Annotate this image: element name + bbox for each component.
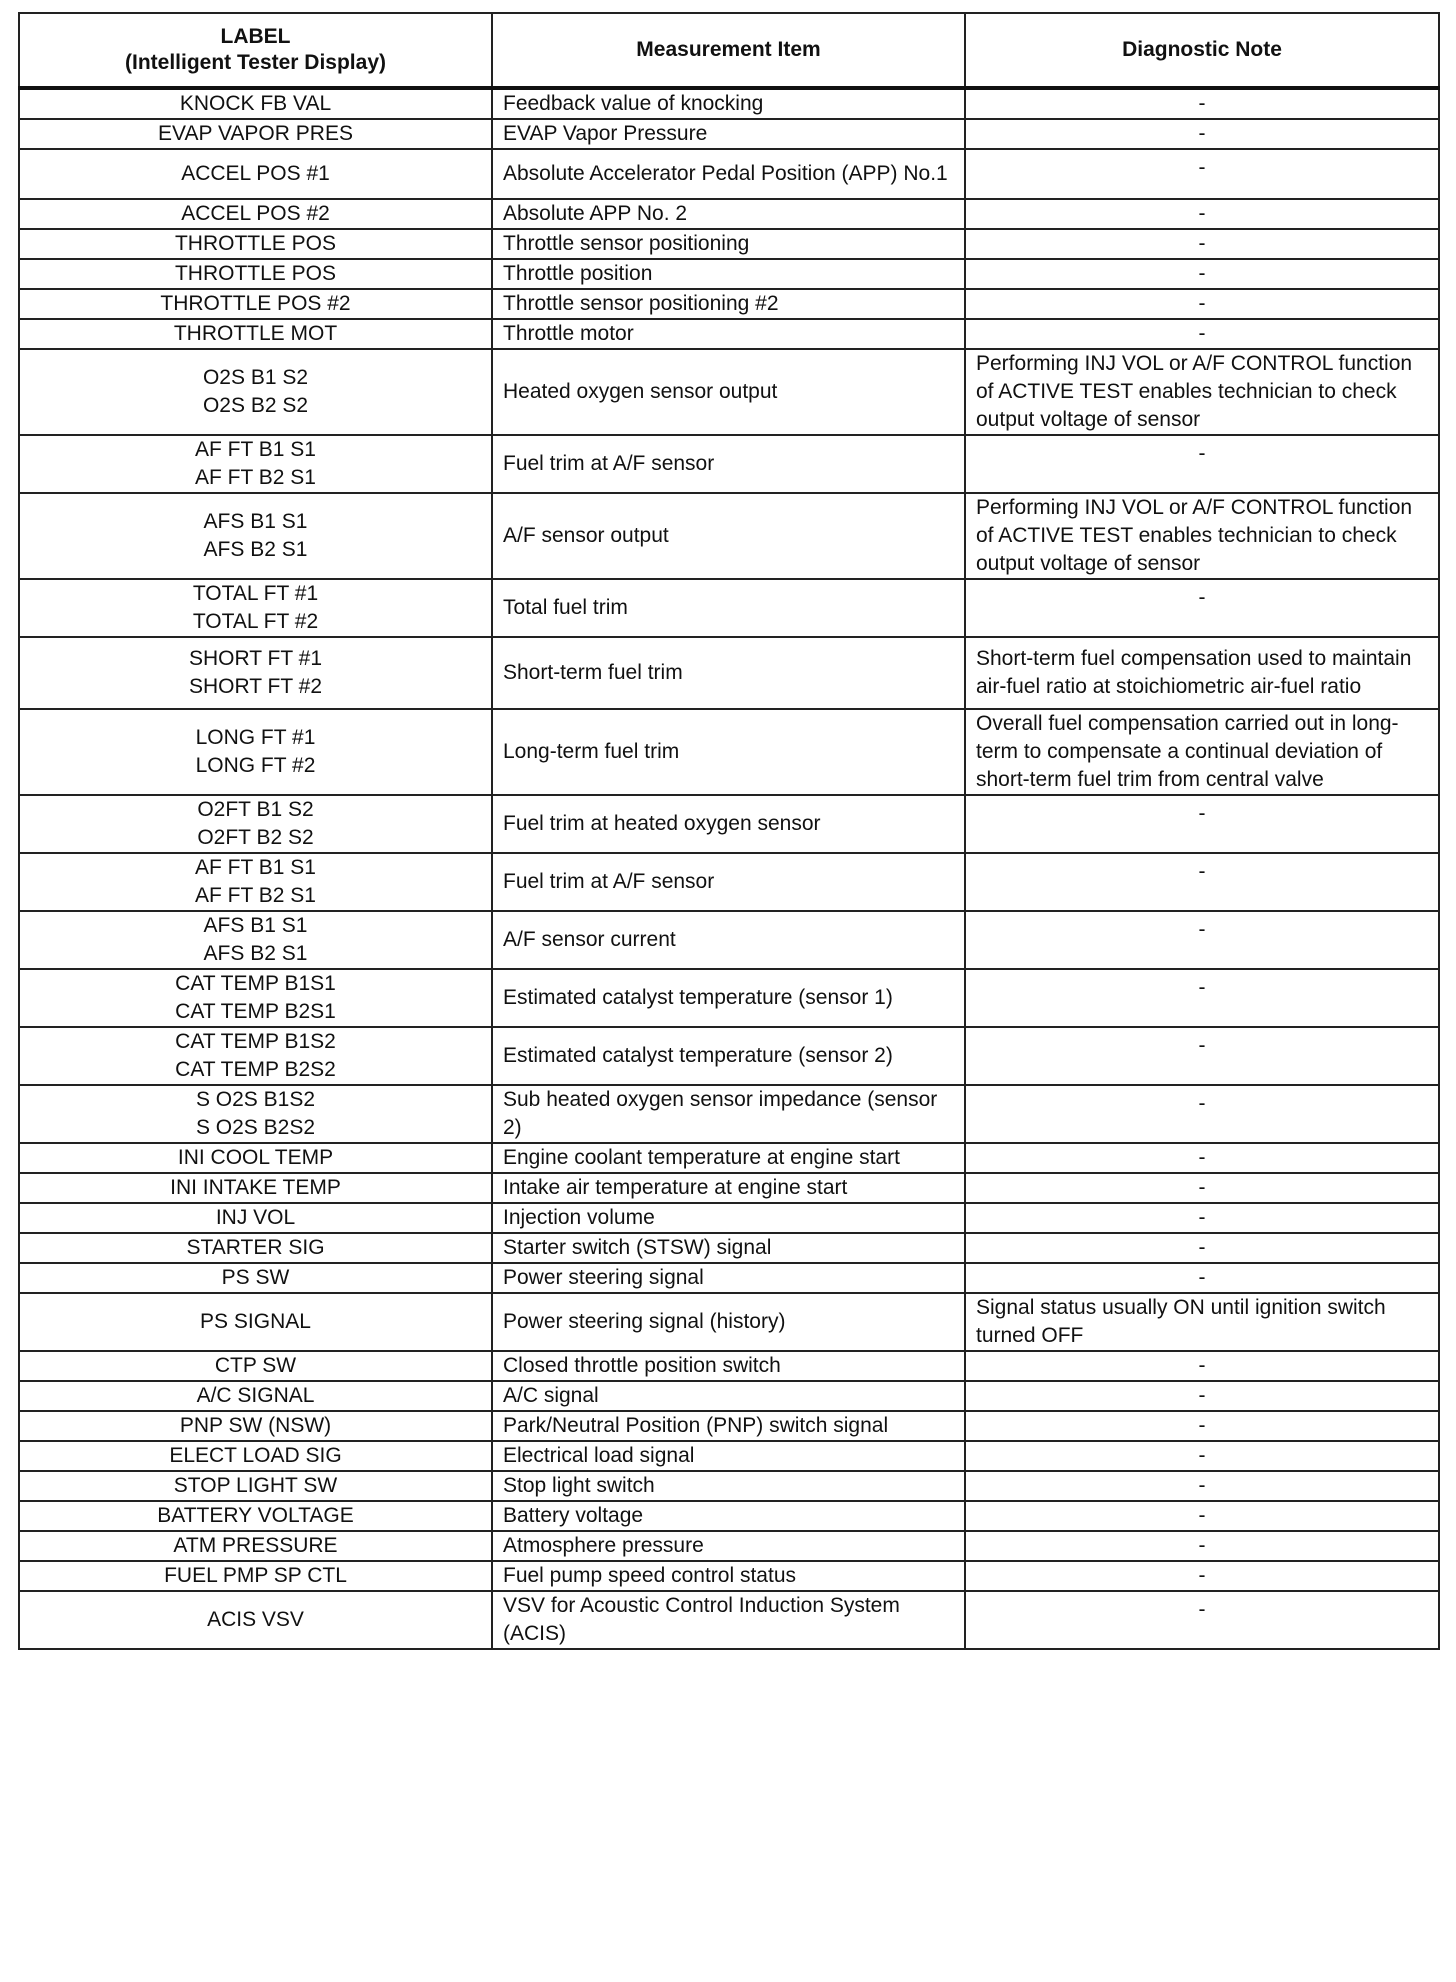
diagnostic-note-cell: Performing INJ VOL or A/F CONTROL function of ACTIVE TEST enables technician to check output voltage of sensor <box>965 349 1439 435</box>
tester-label: AF FT B1 S1 <box>195 438 316 461</box>
table-row <box>19 1233 1439 1263</box>
diagnostic-note-cell: - <box>965 1531 1439 1561</box>
measurement-item-cell: VSV for Acoustic Control Induction System (ACIS) <box>492 1591 965 1649</box>
measurement-item-cell: Injection volume <box>492 1203 965 1233</box>
label-cell <box>19 1263 492 1293</box>
measurement-item-cell: Throttle motor <box>492 319 965 349</box>
tester-label: SHORT FT #1 <box>188 647 323 670</box>
tester-label: LONG FT #2 <box>195 754 316 777</box>
table-row <box>19 1351 1439 1381</box>
diagnostic-note-cell: - <box>965 853 1439 911</box>
tester-label: STARTER SIG <box>186 1236 325 1259</box>
label-cell <box>19 1173 492 1203</box>
measurement-item-cell: Closed throttle position switch <box>492 1351 965 1381</box>
tester-label: TOTAL FT #2 <box>192 610 319 633</box>
tester-label: A/C SIGNAL <box>196 1384 315 1407</box>
measurement-item-cell: Long-term fuel trim <box>492 709 965 795</box>
label-cell <box>19 911 492 969</box>
table-row <box>19 259 1439 289</box>
label-cell <box>19 1085 492 1143</box>
table-row <box>19 969 1439 1027</box>
table-row <box>19 1411 1439 1441</box>
measurement-item-cell: Feedback value of knocking <box>492 88 965 119</box>
measurement-item-cell: Absolute APP No. 2 <box>492 199 965 229</box>
tester-label: AF FT B1 S1 <box>195 856 316 879</box>
diagnostic-note-cell: - <box>965 289 1439 319</box>
diagnostic-note-cell: - <box>965 1203 1439 1233</box>
measurement-item-cell: Starter switch (STSW) signal <box>492 1233 965 1263</box>
tester-label: CAT TEMP B1S2 <box>175 1030 336 1053</box>
table-row <box>19 911 1439 969</box>
diagnostic-note-cell: - <box>965 1471 1439 1501</box>
measurement-item-cell: Throttle position <box>492 259 965 289</box>
tester-label: O2S B1 S2 <box>202 366 309 389</box>
label-cell <box>19 349 492 435</box>
tester-label: THROTTLE POS <box>174 262 337 285</box>
table-row <box>19 289 1439 319</box>
table-row <box>19 853 1439 911</box>
label-cell <box>19 579 492 637</box>
tester-label: STOP LIGHT SW <box>173 1474 338 1497</box>
diagnostic-note-cell: Overall fuel compensation carried out in long-term to compensate a continual deviation of short-term fuel trim from central valve <box>965 709 1439 795</box>
measurement-item-cell: Park/Neutral Position (PNP) switch signal <box>492 1411 965 1441</box>
diagnostic-note-cell: - <box>965 911 1439 969</box>
label-cell <box>19 1501 492 1531</box>
table-row <box>19 493 1439 579</box>
table-row <box>19 1381 1439 1411</box>
tester-label: FUEL PMP SP CTL <box>164 1564 347 1587</box>
tester-label: S O2S B1S2 <box>195 1088 316 1111</box>
label-column-header <box>19 13 492 88</box>
table-row <box>19 1085 1439 1143</box>
diagnostic-note-cell: - <box>965 1143 1439 1173</box>
label-cell <box>19 1471 492 1501</box>
measurement-item-cell: Heated oxygen sensor output <box>492 349 965 435</box>
label-header-line1: LABEL <box>220 25 291 48</box>
label-cell <box>19 709 492 795</box>
tester-label: ELECT LOAD SIG <box>169 1444 342 1467</box>
tester-label: TOTAL FT #1 <box>192 582 319 605</box>
tester-label: AFS B2 S1 <box>203 538 308 561</box>
measurement-item-cell: A/F sensor current <box>492 911 965 969</box>
table-row <box>19 1471 1439 1501</box>
tester-label: AF FT B2 S1 <box>195 466 316 489</box>
table-row <box>19 1027 1439 1085</box>
measurement-item-cell: Sub heated oxygen sensor impedance (sensor 2) <box>492 1085 965 1143</box>
label-header-line2: (Intelligent Tester Display) <box>125 51 386 74</box>
diagnostic-note-cell: - <box>965 1233 1439 1263</box>
measurement-item-cell: A/C signal <box>492 1381 965 1411</box>
tester-label: ACCEL POS #1 <box>181 162 330 185</box>
label-cell <box>19 1233 492 1263</box>
table-row <box>19 637 1439 709</box>
label-cell <box>19 1531 492 1561</box>
diagnostic-note-cell: - <box>965 1263 1439 1293</box>
measurement-item-cell: Total fuel trim <box>492 579 965 637</box>
table-row <box>19 149 1439 199</box>
measurement-item-cell: Throttle sensor positioning #2 <box>492 289 965 319</box>
tester-label: CTP SW <box>214 1354 297 1377</box>
diagnostic-note-cell: - <box>965 435 1439 493</box>
diagnostic-note-cell: - <box>965 1381 1439 1411</box>
label-cell <box>19 493 492 579</box>
label-cell <box>19 969 492 1027</box>
tester-label: LONG FT #1 <box>195 726 316 749</box>
label-cell <box>19 1381 492 1411</box>
tester-label: AFS B1 S1 <box>203 914 308 937</box>
tester-label: THROTTLE MOT <box>173 322 338 345</box>
label-cell <box>19 259 492 289</box>
table-row <box>19 709 1439 795</box>
table-body <box>19 88 1439 1649</box>
tester-label: CAT TEMP B2S1 <box>175 1000 336 1023</box>
measurement-item-cell: Intake air temperature at engine start <box>492 1173 965 1203</box>
tester-label: AFS B2 S1 <box>203 942 308 965</box>
table-row <box>19 349 1439 435</box>
label-cell <box>19 119 492 149</box>
diagnostic-note-cell: - <box>965 1501 1439 1531</box>
tester-label: THROTTLE POS <box>174 232 337 255</box>
label-cell <box>19 1351 492 1381</box>
diagnostic-note-cell: - <box>965 969 1439 1027</box>
tester-label: EVAP VAPOR PRES <box>158 122 353 145</box>
measurement-item-cell: Short-term fuel trim <box>492 637 965 709</box>
tester-label: ATM PRESSURE <box>173 1534 338 1557</box>
table-row <box>19 1203 1439 1233</box>
label-cell <box>19 149 492 199</box>
label-cell <box>19 229 492 259</box>
label-cell <box>19 1143 492 1173</box>
tester-label: PS SW <box>221 1266 290 1289</box>
table-row <box>19 1561 1439 1591</box>
table-row <box>19 229 1439 259</box>
diagnostic-note-cell: - <box>965 88 1439 119</box>
header-row <box>19 13 1439 88</box>
measurement-item-cell: Absolute Accelerator Pedal Position (APP) No.1 <box>492 149 965 199</box>
tester-label: SHORT FT #2 <box>188 675 323 698</box>
diagnostic-note-cell: - <box>965 1591 1439 1649</box>
table-row <box>19 88 1439 119</box>
diagnostic-note-cell: - <box>965 795 1439 853</box>
table-row <box>19 1501 1439 1531</box>
diagnostic-note-cell: - <box>965 1441 1439 1471</box>
diagnostic-note-cell: - <box>965 1173 1439 1203</box>
measurement-item-cell: Estimated catalyst temperature (sensor 2) <box>492 1027 965 1085</box>
measurement-item-cell: Battery voltage <box>492 1501 965 1531</box>
tester-label: AF FT B2 S1 <box>195 884 316 907</box>
tester-label: THROTTLE POS #2 <box>160 292 351 315</box>
tester-label: PS SIGNAL <box>200 1310 311 1333</box>
diagnostic-note-cell: Performing INJ VOL or A/F CONTROL function of ACTIVE TEST enables technician to check output voltage of sensor <box>965 493 1439 579</box>
table-row <box>19 1591 1439 1649</box>
note-column-header: Diagnostic Note <box>965 13 1439 88</box>
measurement-item-cell: Fuel trim at A/F sensor <box>492 853 965 911</box>
measurement-item-cell: Electrical load signal <box>492 1441 965 1471</box>
table-row <box>19 1143 1439 1173</box>
diagnostic-note-cell: - <box>965 229 1439 259</box>
table-row <box>19 579 1439 637</box>
diagnostic-note-cell: - <box>965 1411 1439 1441</box>
diagnostic-note-cell: - <box>965 149 1439 199</box>
measurement-item-cell: EVAP Vapor Pressure <box>492 119 965 149</box>
tester-label: INI INTAKE TEMP <box>170 1176 341 1199</box>
tester-label: O2S B2 S2 <box>202 394 309 417</box>
table-row <box>19 1173 1439 1203</box>
diagnostic-note-cell: - <box>965 319 1439 349</box>
table-row <box>19 199 1439 229</box>
table-row <box>19 1263 1439 1293</box>
diagnostic-note-cell: - <box>965 119 1439 149</box>
label-cell <box>19 795 492 853</box>
data-list-table <box>18 12 1440 1650</box>
table-row <box>19 1441 1439 1471</box>
diagnostic-note-cell: - <box>965 199 1439 229</box>
measurement-item-cell: A/F sensor output <box>492 493 965 579</box>
diagnostic-note-cell: - <box>965 1561 1439 1591</box>
measurement-item-cell: Fuel pump speed control status <box>492 1561 965 1591</box>
diagnostic-note-cell: - <box>965 579 1439 637</box>
label-cell <box>19 1411 492 1441</box>
label-cell <box>19 1203 492 1233</box>
diagnostic-note-cell: - <box>965 259 1439 289</box>
table-row <box>19 1293 1439 1351</box>
diagnostic-note-cell: - <box>965 1351 1439 1381</box>
tester-label: O2FT B1 S2 <box>197 798 314 821</box>
label-cell <box>19 1027 492 1085</box>
table-row <box>19 435 1439 493</box>
label-cell <box>19 1293 492 1351</box>
measurement-item-cell: Fuel trim at A/F sensor <box>492 435 965 493</box>
label-cell <box>19 1561 492 1591</box>
diagnostic-note-cell: - <box>965 1085 1439 1143</box>
table-row <box>19 119 1439 149</box>
tester-label: CAT TEMP B2S2 <box>175 1058 336 1081</box>
tester-label: PNP SW (NSW) <box>179 1414 332 1437</box>
label-cell <box>19 435 492 493</box>
measurement-item-cell: Power steering signal (history) <box>492 1293 965 1351</box>
measurement-item-cell: Stop light switch <box>492 1471 965 1501</box>
tester-label: INJ VOL <box>215 1206 296 1229</box>
tester-label: BATTERY VOLTAGE <box>157 1504 354 1527</box>
label-cell <box>19 88 492 119</box>
measurement-item-cell: Throttle sensor positioning <box>492 229 965 259</box>
label-cell <box>19 1591 492 1649</box>
label-cell <box>19 319 492 349</box>
tester-label: CAT TEMP B1S1 <box>175 972 336 995</box>
measurement-item-cell: Estimated catalyst temperature (sensor 1) <box>492 969 965 1027</box>
tester-label: O2FT B2 S2 <box>197 826 314 849</box>
measurement-item-cell: Engine coolant temperature at engine start <box>492 1143 965 1173</box>
label-cell <box>19 637 492 709</box>
tester-label: AFS B1 S1 <box>203 510 308 533</box>
label-cell <box>19 199 492 229</box>
measurement-item-cell: Power steering signal <box>492 1263 965 1293</box>
diagnostic-note-cell: Short-term fuel compensation used to maintain air-fuel ratio at stoichiometric air-fuel ratio <box>965 637 1439 709</box>
table-row <box>19 795 1439 853</box>
measurement-column-header: Measurement Item <box>492 13 965 88</box>
measurement-item-cell: Atmosphere pressure <box>492 1531 965 1561</box>
label-cell <box>19 289 492 319</box>
label-cell <box>19 1441 492 1471</box>
tester-label: INI COOL TEMP <box>177 1146 334 1169</box>
measurement-item-cell: Fuel trim at heated oxygen sensor <box>492 795 965 853</box>
tester-label: KNOCK FB VAL <box>179 92 332 115</box>
diagnostic-note-cell: Signal status usually ON until ignition switch turned OFF <box>965 1293 1439 1351</box>
tester-label: ACIS VSV <box>207 1608 304 1631</box>
label-cell <box>19 853 492 911</box>
diagnostic-note-cell: - <box>965 1027 1439 1085</box>
tester-label: S O2S B2S2 <box>195 1116 316 1139</box>
table-row <box>19 1531 1439 1561</box>
tester-label: ACCEL POS #2 <box>181 202 330 225</box>
table-row <box>19 319 1439 349</box>
